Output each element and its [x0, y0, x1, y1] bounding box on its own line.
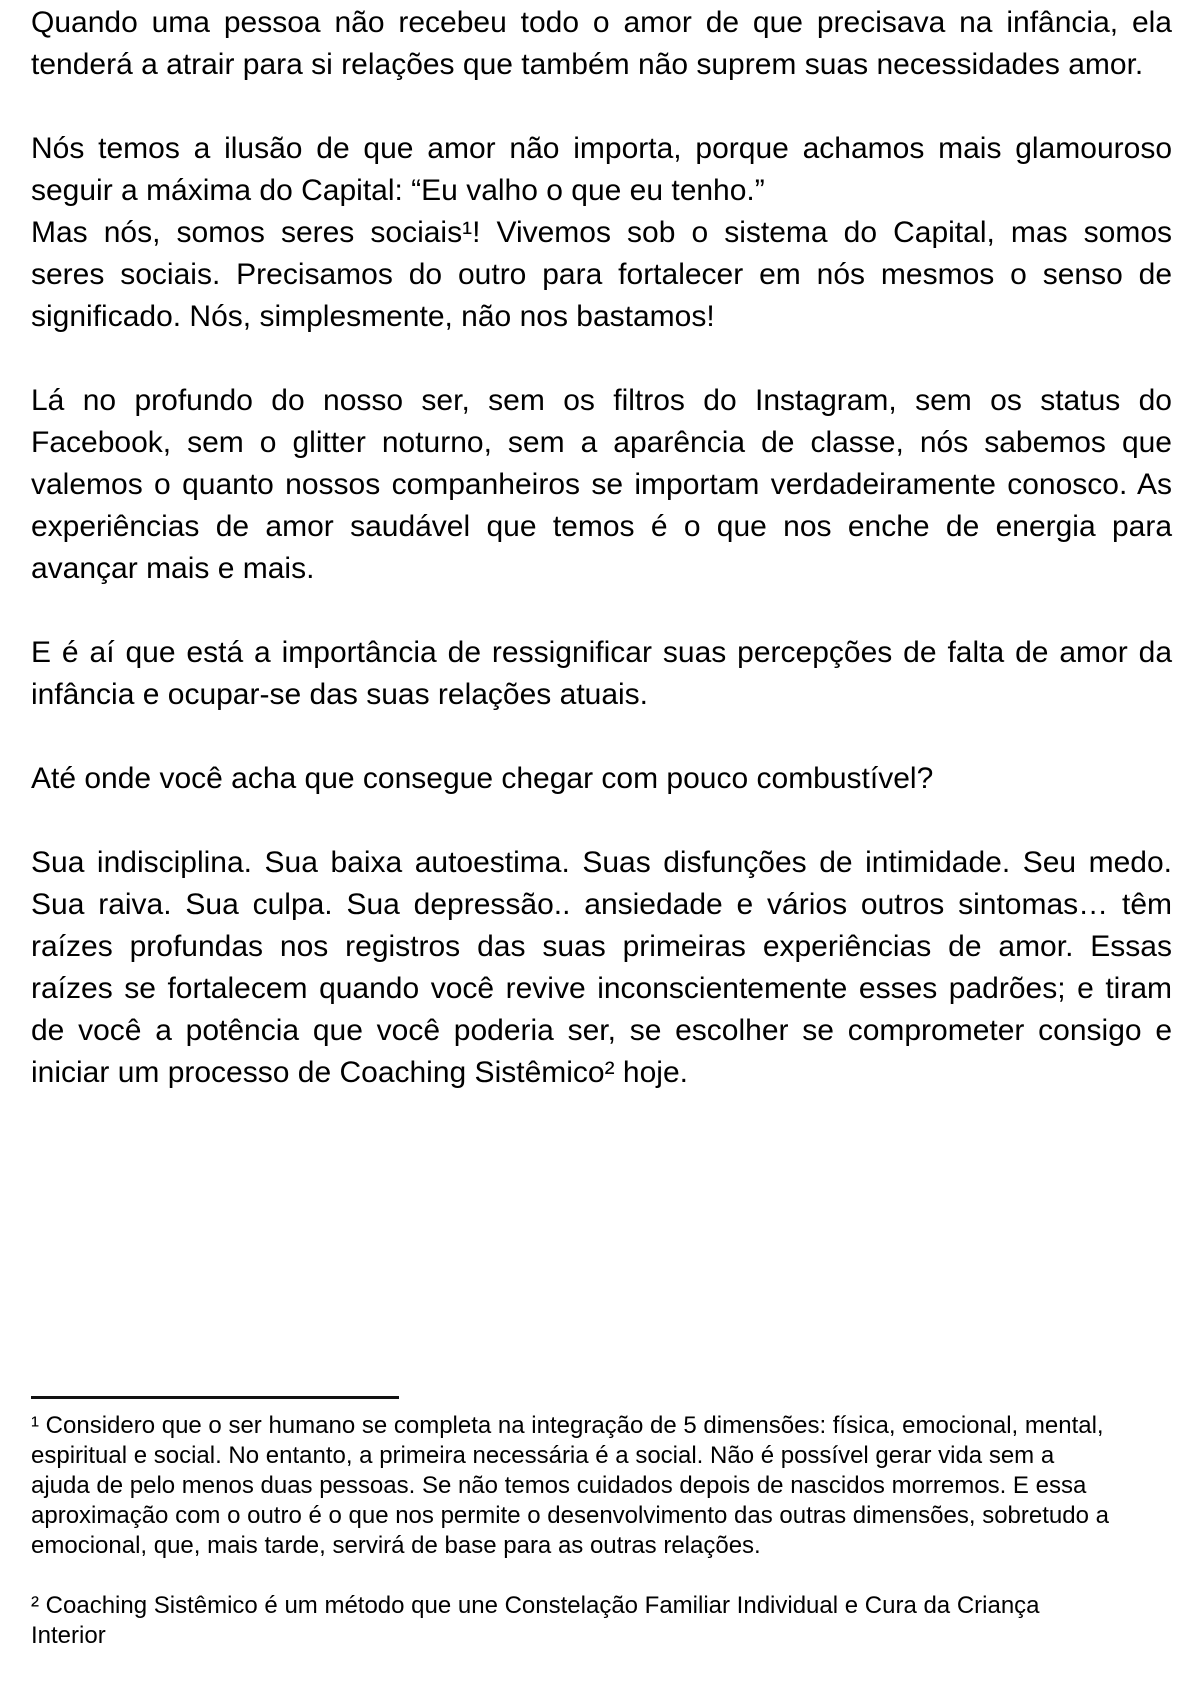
- paragraph: [31, 2, 1172, 86]
- text-line: avançar mais e mais.: [31, 552, 315, 585]
- text-line: experiências de amor saudável que temos é o que nos enche de energia para: [31, 510, 1172, 543]
- footnote-line: Interior: [31, 1622, 106, 1649]
- paragraph: [31, 842, 1172, 1094]
- paragraph: [31, 632, 1172, 716]
- footnote-list: [31, 1411, 1172, 1651]
- text-line: Sua raiva. Sua culpa. Sua depressão.. ansiedade e vários outros sintomas… têm: [31, 888, 1172, 921]
- text-line: tenderá a atrair para si relações que também não suprem suas necessidades amor.: [31, 48, 1144, 81]
- text-line: raízes se fortalecem quando você revive inconscientemente esses padrões; e tiram: [31, 972, 1172, 1005]
- text-line: E é aí que está a importância de ressignificar suas percepções de falta de amor da: [31, 636, 1172, 669]
- footnote-line: emocional, que, mais tarde, servirá de base para as outras relações.: [31, 1532, 761, 1559]
- footnote-line: aproximação com o outro é o que nos permite o desenvolvimento das outras dimensões, sobretudo a: [31, 1502, 1109, 1529]
- paragraph: [31, 128, 1172, 212]
- text-line: Quando uma pessoa não recebeu todo o amor de que precisava na infância, ela: [31, 6, 1172, 39]
- text-line: Lá no profundo do nosso ser, sem os filtros do Instagram, sem os status do: [31, 384, 1172, 417]
- text-line: valemos o quanto nossos companheiros se importam verdadeiramente conosco. As: [31, 468, 1172, 501]
- text-line: significado. Nós, simplesmente, não nos bastamos!: [31, 300, 715, 333]
- footnote: [31, 1411, 1172, 1561]
- text-line: Até onde você acha que consegue chegar com pouco combustível?: [31, 762, 934, 795]
- paragraph: [31, 212, 1172, 338]
- paragraph: [31, 380, 1172, 590]
- footnote-separator: [31, 1396, 399, 1399]
- text-line: Mas nós, somos seres sociais¹! Vivemos sob o sistema do Capital, mas somos: [31, 216, 1172, 249]
- document-body: [31, 2, 1172, 1136]
- footnote-line: ¹ Considero que o ser humano se completa na integração de 5 dimensões: física, emocional, mental,: [31, 1412, 1104, 1439]
- text-line: de você a potência que você poderia ser, se escolher se comprometer consigo e: [31, 1014, 1172, 1047]
- footnote-section: [31, 1396, 1172, 1651]
- text-line: seguir a máxima do Capital: “Eu valho o que eu tenho.”: [31, 174, 765, 207]
- text-line: raízes profundas nos registros das suas primeiras experiências de amor. Essas: [31, 930, 1172, 963]
- text-line: Sua indisciplina. Sua baixa autoestima. Suas disfunções de intimidade. Seu medo.: [31, 846, 1172, 879]
- footnote-line: espiritual e social. No entanto, a primeira necessária é a social. Não é possível gerar vida sem a: [31, 1442, 1055, 1469]
- footnote-line: ² Coaching Sistêmico é um método que une Constelação Familiar Individual e Cura da Criança: [31, 1592, 1040, 1619]
- text-line: Facebook, sem o glitter noturno, sem a aparência de classe, nós sabemos que: [31, 426, 1172, 459]
- text-line: infância e ocupar-se das suas relações atuais.: [31, 678, 649, 711]
- text-line: iniciar um processo de Coaching Sistêmico² hoje.: [31, 1056, 688, 1089]
- text-line: Nós temos a ilusão de que amor não importa, porque achamos mais glamouroso: [31, 132, 1172, 165]
- footnote-line: ajuda de pelo menos duas pessoas. Se não temos cuidados depois de nascidos morremos. E essa: [31, 1472, 1087, 1499]
- paragraph: [31, 758, 1172, 800]
- footnote: [31, 1591, 1172, 1651]
- text-line: seres sociais. Precisamos do outro para fortalecer em nós mesmos o senso de: [31, 258, 1172, 291]
